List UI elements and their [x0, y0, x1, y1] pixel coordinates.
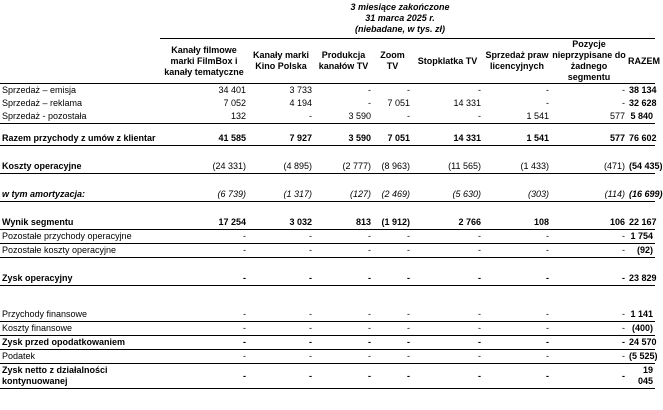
total-cell: 24 570	[627, 336, 655, 350]
value-cell: (5 630)	[412, 188, 483, 202]
table-row	[0, 84, 655, 98]
value-cell: (4 895)	[248, 160, 314, 174]
value-cell: -	[368, 85, 371, 95]
row-label: Podatek	[0, 350, 160, 364]
value-cell: 7 051	[387, 98, 410, 108]
total-cell: 38 134	[629, 85, 657, 95]
value-cell: 34 401	[218, 85, 246, 95]
row-label: Pozostałe koszty operacyjne	[0, 244, 160, 258]
value-cell: -	[248, 364, 314, 389]
value-cell: (2 469)	[373, 188, 412, 202]
value-cell: -	[248, 110, 314, 124]
value-cell: (1 912)	[373, 216, 412, 230]
value-cell: -	[373, 272, 412, 286]
value-cell: -	[373, 110, 412, 124]
period-line-1: 3 miesiące zakończone	[350, 2, 450, 12]
spacer-row	[0, 300, 655, 308]
value-cell: -	[373, 364, 412, 389]
value-cell: -	[483, 336, 551, 350]
value-cell: 2 766	[412, 216, 483, 230]
value-cell: -	[373, 336, 412, 350]
spacer-row	[0, 146, 655, 161]
period-line-3: (niebadane, w tys. zł)	[354, 24, 446, 34]
total-cell: (54 435)	[627, 160, 655, 174]
value-cell: 3 733	[289, 85, 312, 95]
row-label: Koszty operacyjne	[0, 160, 160, 174]
table-row	[0, 230, 655, 244]
value-cell: 7 051	[373, 132, 412, 146]
total-cell: 1 141	[627, 308, 655, 322]
value-cell: -	[160, 230, 248, 244]
row-label: Pozostałe przychody operacyjne	[0, 230, 160, 244]
value-cell: -	[483, 364, 551, 389]
value-cell: -	[314, 272, 373, 286]
value-cell: 1 541	[483, 110, 551, 124]
value-cell: 106	[551, 216, 627, 230]
value-cell: 132	[160, 110, 248, 124]
total-cell: 19 045	[627, 364, 655, 389]
value-cell: -	[483, 244, 551, 258]
value-cell: -	[248, 350, 314, 364]
value-cell: -	[483, 350, 551, 364]
value-cell: -	[551, 350, 627, 364]
column-header: Sprzedaż praw licencyjnych	[483, 39, 551, 84]
value-cell: -	[314, 364, 373, 389]
value-cell: 108	[483, 216, 551, 230]
value-cell: 14 331	[453, 98, 481, 108]
table-row	[0, 216, 655, 230]
value-cell: -	[407, 85, 410, 95]
spacer-row	[0, 124, 655, 133]
value-cell: 3 590	[314, 132, 373, 146]
value-cell: -	[412, 244, 483, 258]
value-cell: -	[248, 230, 314, 244]
value-cell: -	[412, 336, 483, 350]
table-row	[0, 350, 655, 364]
value-cell: 4 194	[289, 98, 312, 108]
value-cell: -	[483, 308, 551, 322]
value-cell: -	[412, 350, 483, 364]
value-cell: -	[248, 322, 314, 336]
value-cell: 3 590	[314, 110, 373, 124]
total-cell: 76 602	[627, 132, 655, 146]
total-cell: (5 525)	[627, 350, 655, 364]
row-label: Sprzedaż – emisja	[2, 85, 77, 95]
value-cell: -	[483, 322, 551, 336]
header-row	[0, 39, 655, 84]
row-label: Sprzedaż – reklama	[2, 98, 83, 108]
table-row	[0, 336, 655, 350]
period-header	[290, 2, 510, 35]
value-cell: -	[373, 244, 412, 258]
value-cell: (127)	[314, 188, 373, 202]
value-cell: -	[373, 308, 412, 322]
value-cell: (8 963)	[373, 160, 412, 174]
row-label: Przychody finansowe	[0, 308, 160, 322]
value-cell: 577	[551, 132, 627, 146]
table-row	[0, 188, 655, 202]
value-cell: (471)	[551, 160, 627, 174]
value-cell: -	[483, 272, 551, 286]
value-cell: -	[160, 244, 248, 258]
value-cell: -	[314, 336, 373, 350]
row-label: Wynik segmentu	[0, 216, 160, 230]
value-cell: -	[314, 350, 373, 364]
row-label: Zysk netto z działalności kontynuowanej	[0, 364, 160, 389]
value-cell: -	[551, 244, 627, 258]
row-label: Razem przychody z umów z klientar	[0, 132, 160, 146]
value-cell: (1 433)	[483, 160, 551, 174]
value-cell: -	[546, 98, 549, 108]
total-cell: 1 754	[627, 230, 655, 244]
value-cell: -	[483, 230, 551, 244]
row-label: Zysk operacyjny	[0, 272, 160, 286]
value-cell: -	[551, 364, 627, 389]
column-header: Produkcja kanałów TV	[314, 39, 373, 84]
column-header: RAZEM	[627, 39, 655, 84]
segment-results-table	[0, 38, 663, 389]
value-cell: -	[546, 85, 549, 95]
row-label: Sprzedaż - pozostała	[0, 110, 160, 124]
value-cell: -	[314, 230, 373, 244]
value-cell: 813	[314, 216, 373, 230]
value-cell: -	[412, 308, 483, 322]
value-cell: -	[248, 308, 314, 322]
value-cell: -	[551, 336, 627, 350]
total-cell: 5 840	[627, 110, 655, 124]
table-row	[0, 272, 655, 286]
total-cell: 22 167	[627, 216, 655, 230]
value-cell: 1 541	[483, 132, 551, 146]
value-cell: 577	[551, 110, 627, 124]
value-cell: -	[551, 308, 627, 322]
spacer-row	[0, 174, 655, 189]
value-cell: -	[412, 110, 483, 124]
value-cell: -	[368, 98, 371, 108]
value-cell: -	[551, 230, 627, 244]
column-header: Stopklatka TV	[412, 39, 483, 84]
value-cell: -	[412, 364, 483, 389]
value-cell: (6 739)	[160, 188, 248, 202]
total-cell: (16 699)	[627, 188, 655, 202]
value-cell: -	[160, 322, 248, 336]
total-cell: 23 829	[627, 272, 655, 286]
value-cell: -	[248, 272, 314, 286]
column-header: Zoom TV	[373, 39, 412, 84]
value-cell: -	[412, 272, 483, 286]
spacer-row	[0, 202, 655, 217]
value-cell: -	[160, 350, 248, 364]
value-cell: -	[160, 364, 248, 389]
value-cell: -	[373, 322, 412, 336]
value-cell: -	[160, 308, 248, 322]
value-cell: -	[373, 230, 412, 244]
value-cell: (1 317)	[248, 188, 314, 202]
spacer-row	[0, 258, 655, 273]
total-cell: 32 628	[629, 98, 657, 108]
value-cell: 41 585	[160, 132, 248, 146]
value-cell: -	[622, 85, 625, 95]
table-row	[0, 322, 655, 336]
value-cell: -	[622, 98, 625, 108]
spacer-row	[0, 286, 655, 301]
value-cell: -	[314, 244, 373, 258]
table-row	[0, 308, 655, 322]
value-cell: 14 331	[412, 132, 483, 146]
value-cell: -	[314, 308, 373, 322]
value-cell: 3 032	[248, 216, 314, 230]
table-row	[0, 244, 655, 258]
value-cell: -	[551, 322, 627, 336]
table-row	[0, 97, 655, 110]
total-cell: (400)	[627, 322, 655, 336]
value-cell: -	[412, 230, 483, 244]
value-cell: -	[373, 350, 412, 364]
table-row	[0, 160, 655, 174]
column-header: Kanały marki Kino Polska	[248, 39, 314, 84]
column-header: Kanały filmowe marki FilmBox i kanały tematyczne	[160, 39, 248, 84]
period-line-2: 31 marca 2025 r.	[365, 13, 435, 23]
value-cell: (24 331)	[160, 160, 248, 174]
column-header: Pozycje nieprzypisane do żadnego segmentu	[552, 39, 626, 82]
table-row	[0, 132, 655, 146]
value-cell: (303)	[483, 188, 551, 202]
value-cell: 17 254	[160, 216, 248, 230]
value-cell: -	[160, 336, 248, 350]
row-label: w tym amortyzacja:	[0, 188, 160, 202]
value-cell: (11 565)	[412, 160, 483, 174]
row-label: Zysk przed opodatkowaniem	[0, 336, 160, 350]
value-cell: (114)	[551, 188, 627, 202]
value-cell: -	[248, 336, 314, 350]
value-cell: -	[314, 322, 373, 336]
value-cell: (2 777)	[314, 160, 373, 174]
value-cell: 7 052	[223, 98, 246, 108]
value-cell: -	[412, 322, 483, 336]
value-cell: -	[551, 272, 627, 286]
value-cell: -	[478, 85, 481, 95]
value-cell: -	[248, 244, 314, 258]
table-row	[0, 110, 655, 124]
table-row	[0, 364, 655, 389]
value-cell: 7 927	[248, 132, 314, 146]
header-label-cell	[0, 39, 160, 84]
value-cell: -	[160, 272, 248, 286]
row-label: Koszty finansowe	[0, 322, 160, 336]
total-cell: (92)	[627, 244, 655, 258]
